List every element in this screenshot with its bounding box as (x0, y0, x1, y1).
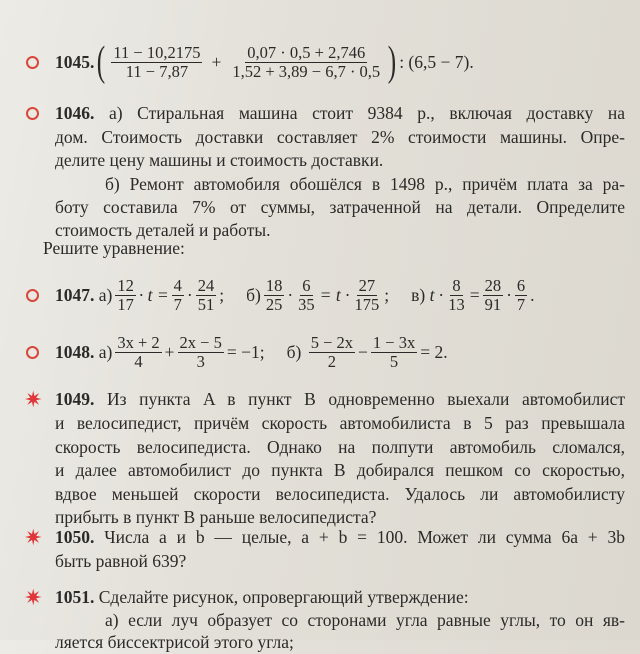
circle-marker-icon (26, 289, 39, 302)
right-paren: ) (387, 39, 397, 85)
fraction (115, 334, 161, 371)
part-label: а) (98, 284, 113, 305)
numerator: 12 (117, 275, 134, 295)
numerator: 1 − 3x (372, 332, 416, 352)
denominator: 51 (197, 294, 215, 314)
numerator: 2x − 5 (179, 332, 222, 352)
part-label: в) (411, 284, 426, 305)
problem-1049-line (55, 387, 625, 411)
denominator: 2 (327, 351, 336, 371)
fraction (115, 277, 136, 314)
circle-marker-icon (26, 107, 39, 120)
equation-rhs: = −1; (226, 341, 265, 362)
problem-1046-line (55, 101, 625, 125)
problem-1046-line: боту составила 7% от суммы, затраченной на детали. Определите (55, 197, 625, 217)
punctuation: ; (219, 284, 225, 305)
numerator: 6 (516, 275, 526, 295)
denominator: 175 (354, 294, 380, 314)
fraction (309, 334, 355, 371)
numerator: 5 − 2x (310, 332, 354, 352)
problem-number: 1048. (55, 341, 95, 362)
operator: · (186, 284, 193, 305)
fraction (515, 277, 527, 314)
operator: = t · (319, 284, 350, 305)
problem-1049-line: вдвое меньшей скорости велосипедиста. Удалось ли автомобилисту (55, 484, 625, 504)
circle-marker-icon (26, 346, 39, 359)
star-marker-icon: ✷ (24, 585, 43, 610)
denominator: 11 − 7,87 (125, 61, 189, 81)
fraction (172, 277, 184, 314)
problem-1045 (55, 40, 474, 84)
problem-1049-line: прибыть в пункт B раньше велосипедиста? (55, 507, 377, 527)
operator: + (211, 51, 222, 72)
left-paren: ( (97, 39, 106, 85)
problem-number: 1047. (55, 284, 95, 305)
operator: + (164, 341, 175, 362)
denominator: 7 (173, 294, 182, 314)
punctuation: ; (384, 284, 390, 305)
denominator: 4 (134, 351, 143, 371)
part-label: б) (286, 341, 302, 362)
numerator: 8 (452, 275, 461, 295)
text: Числа a и b — целые, a + b = 100. Может ли сумма 6a + 3b (104, 527, 625, 547)
fraction (264, 277, 285, 314)
problem-1051-line (55, 585, 625, 609)
star-marker-icon: ✷ (24, 387, 43, 412)
problem-number: 1046. (55, 103, 95, 123)
problem-number: 1050. (55, 527, 95, 547)
part-label: а) (98, 341, 113, 362)
fraction (111, 44, 202, 81)
expression-tail: : (6,5 − 7). (399, 51, 474, 72)
circle-marker-icon (26, 56, 39, 69)
numerator: 11 − 10,2175 (113, 42, 201, 62)
numerator: 27 (358, 275, 376, 295)
equation-rhs: = 2. (420, 341, 448, 362)
fraction (178, 334, 224, 371)
problem-number: 1049. (55, 389, 95, 409)
operator: t · (429, 284, 444, 305)
fraction (296, 277, 317, 314)
fraction (446, 277, 467, 314)
numerator: 6 (302, 275, 311, 295)
problem-1048 (55, 330, 448, 374)
fraction (352, 277, 381, 314)
text: Из пункта A в пункт B одновременно выехали автомобилист (106, 389, 626, 409)
operator: · (506, 284, 512, 305)
problem-1049-line: и велосипедист, причём скорость автомобилиста в 5 раз превышала (55, 413, 625, 433)
fraction (196, 277, 217, 314)
numerator: 4 (173, 275, 182, 295)
problem-1049-line: и далее автомобилист до пункта B добирался пешком со скоростью, (55, 460, 625, 480)
problem-1046-line: делите цену машины и стоимость доставки. (55, 150, 384, 170)
denominator: 17 (117, 294, 134, 314)
denominator: 7 (516, 294, 526, 314)
problem-1050-line: быть равной 639? (55, 551, 187, 571)
denominator: 35 (298, 294, 315, 314)
problem-1051-line: а) если луч образует со сторонами угла равные углы, то он яв- (105, 610, 625, 630)
numerator: 3x + 2 (117, 332, 160, 352)
problem-1049-line: скорость велосипедиста. Однако на полпути автомобиль сломался, (55, 437, 625, 457)
numerator: 28 (484, 275, 502, 295)
text: Сделайте рисунок, опровергающий утверждение: (98, 587, 469, 607)
problem-1050-line (55, 525, 625, 549)
problem-1047 (55, 273, 535, 317)
denominator: 25 (265, 294, 283, 314)
denominator: 1,52 + 3,89 − 6,7 · 0,5 (232, 61, 381, 81)
problem-1051-line: ляется биссектрисой этого угла; (55, 632, 294, 652)
problem-1046-line: стоимость деталей и работы. (55, 220, 271, 240)
fraction (371, 334, 417, 371)
operator: − (358, 341, 368, 362)
numerator: 0,07 · 0,5 + 2,746 (247, 42, 366, 62)
text: а) Стиральная машина стоит 9384 р., включая доставку на (108, 103, 625, 123)
problem-number: 1051. (55, 587, 95, 607)
part-label: б) (246, 284, 261, 305)
operator: = (469, 284, 480, 305)
problem-1046-line: б) Ремонт автомобиля обошёлся в 1498 р., причём плата за ра- (105, 174, 625, 194)
numerator: 18 (265, 275, 283, 295)
numerator: 24 (197, 275, 215, 295)
denominator: 13 (448, 294, 465, 314)
punctuation: . (530, 284, 535, 305)
problem-1046-line: дом. Стоимость доставки составляет 2% стоимости машины. Опре- (55, 127, 625, 147)
operator: · t = (138, 284, 169, 305)
denominator: 91 (484, 294, 502, 314)
operator: · (287, 284, 294, 305)
denominator: 3 (196, 351, 205, 371)
star-marker-icon: ✷ (24, 525, 43, 550)
fraction (483, 277, 504, 314)
problem-number: 1045. (55, 51, 95, 72)
denominator: 5 (389, 351, 399, 371)
section-heading: Решите уравнение: (43, 238, 185, 258)
fraction (230, 44, 382, 81)
